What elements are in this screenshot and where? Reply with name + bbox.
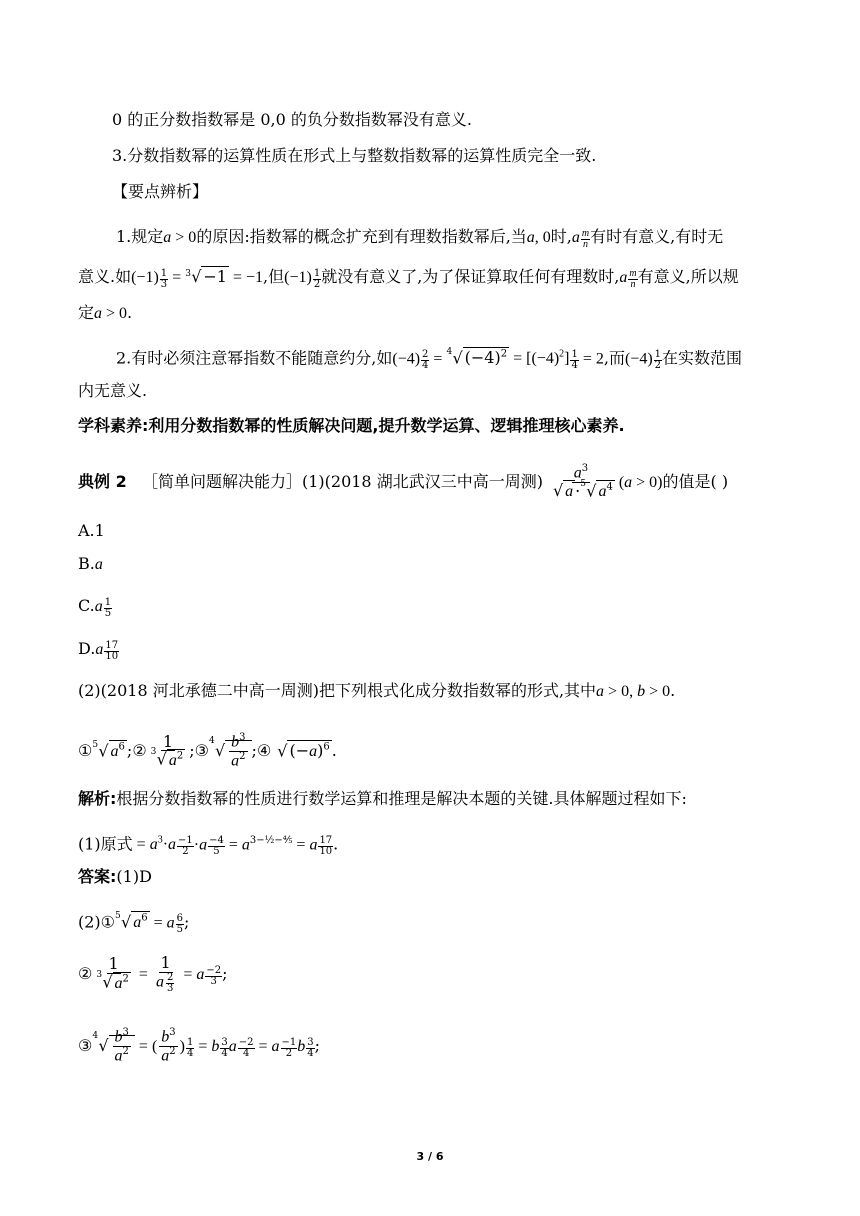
example-heading: 典例 2 ［简单问题解决能力］(1)(2018 湖北武汉三中高一周测) $a^3$ √ a · 5 √ $a^4$ (a > 0)的值是( ) (78, 463, 729, 501)
text-line: 内无意义. (78, 381, 148, 400)
text-line: 0 的正分数指数幂是 0,0 的负分数指数幂没有意义. (112, 110, 472, 129)
solution-step: ③ 4 √ $\frac{b^3}{a^2}$ = ( $\frac{b^3}{a^2}$ ) $\frac{1}{4}$ = b $\frac{3}{4}$ a $\frac{-2}{4}$ = a $\frac{-1}{2}$ b $\frac{3}{4}$ ; (78, 1027, 321, 1065)
section-heading: 【要点辨析】 (112, 182, 209, 201)
literacy-statement: 学科素养:利用分数指数幂的性质解决问题,提升数学运算、逻辑推理核心素养. (78, 416, 625, 435)
text-line: 2.有时必须注意幂指数不能随意约分,如(−4) $\frac{2}{4}$ = 4 √ $(-4)^2 = [(-4)^2]$ $\frac{1}{4}$ = 2,而(−4) $\frac{1}{2}$ 在实数范围 (116, 347, 743, 371)
solution-step: (1)原式 = $a^3\cdot a$ $\frac{-1}{2}$ ·a $\frac{-4}{5}$ = $a^{3-\frac{1}{2}-\frac{4}{5}} = a$ $\frac{17}{10}$ . (78, 834, 339, 857)
option-d: D.a $\frac{17}{10}$ (78, 639, 119, 662)
text-line: 定a > 0. (78, 303, 133, 322)
analysis: 解析:根据分数指数幂的性质进行数学运算和推理是解决本题的关键.具体解题过程如下: (78, 789, 687, 808)
answer: 答案:(1)D (78, 867, 152, 886)
radical-list: ① 5 √ $a^6$ ;② 1 3 √ $a^2$ ;③ 4 √ $\frac{b^3}{a^2}$ ;④ √ $(-a)^6$ . (78, 731, 337, 770)
option-a: A.1 (78, 521, 105, 540)
page-number: 3 / 6 (416, 1150, 444, 1163)
text-line: 1.规定a > 0的原因:指数幂的概念扩充到有理数指数幂后,当a, 0时,a $\frac{m}{n}$ 有时有意义,有时无 (116, 227, 724, 250)
option-c: C.a $\frac{1}{5}$ (78, 596, 112, 619)
text-line: 意义.如(−1) $\frac{1}{3}$ = 3 √ −1 = −1,但(−1) $\frac{1}{2}$ 就没有意义了,为了保证算取任何有理数时,a $\frac{m}{n}$ 有意义,所以规 (78, 267, 739, 290)
option-b: B.a (78, 554, 103, 573)
solution-step: ② 1 3 √ $a^2$ = 1 a $\frac{2}{3}$ = a $\frac{-2}{3}$ ; (78, 953, 228, 994)
solution-step: (2)① 5 √ $a^6 = a$ $\frac{6}{5}$ ; (78, 911, 190, 935)
text-line: (2)(2018 河北承德二中高一周测)把下列根式化成分数指数幂的形式,其中a > 0, b > 0. (78, 681, 676, 700)
text-line: 3.分数指数幂的运算性质在形式上与整数指数幂的运算性质完全一致. (112, 146, 597, 165)
